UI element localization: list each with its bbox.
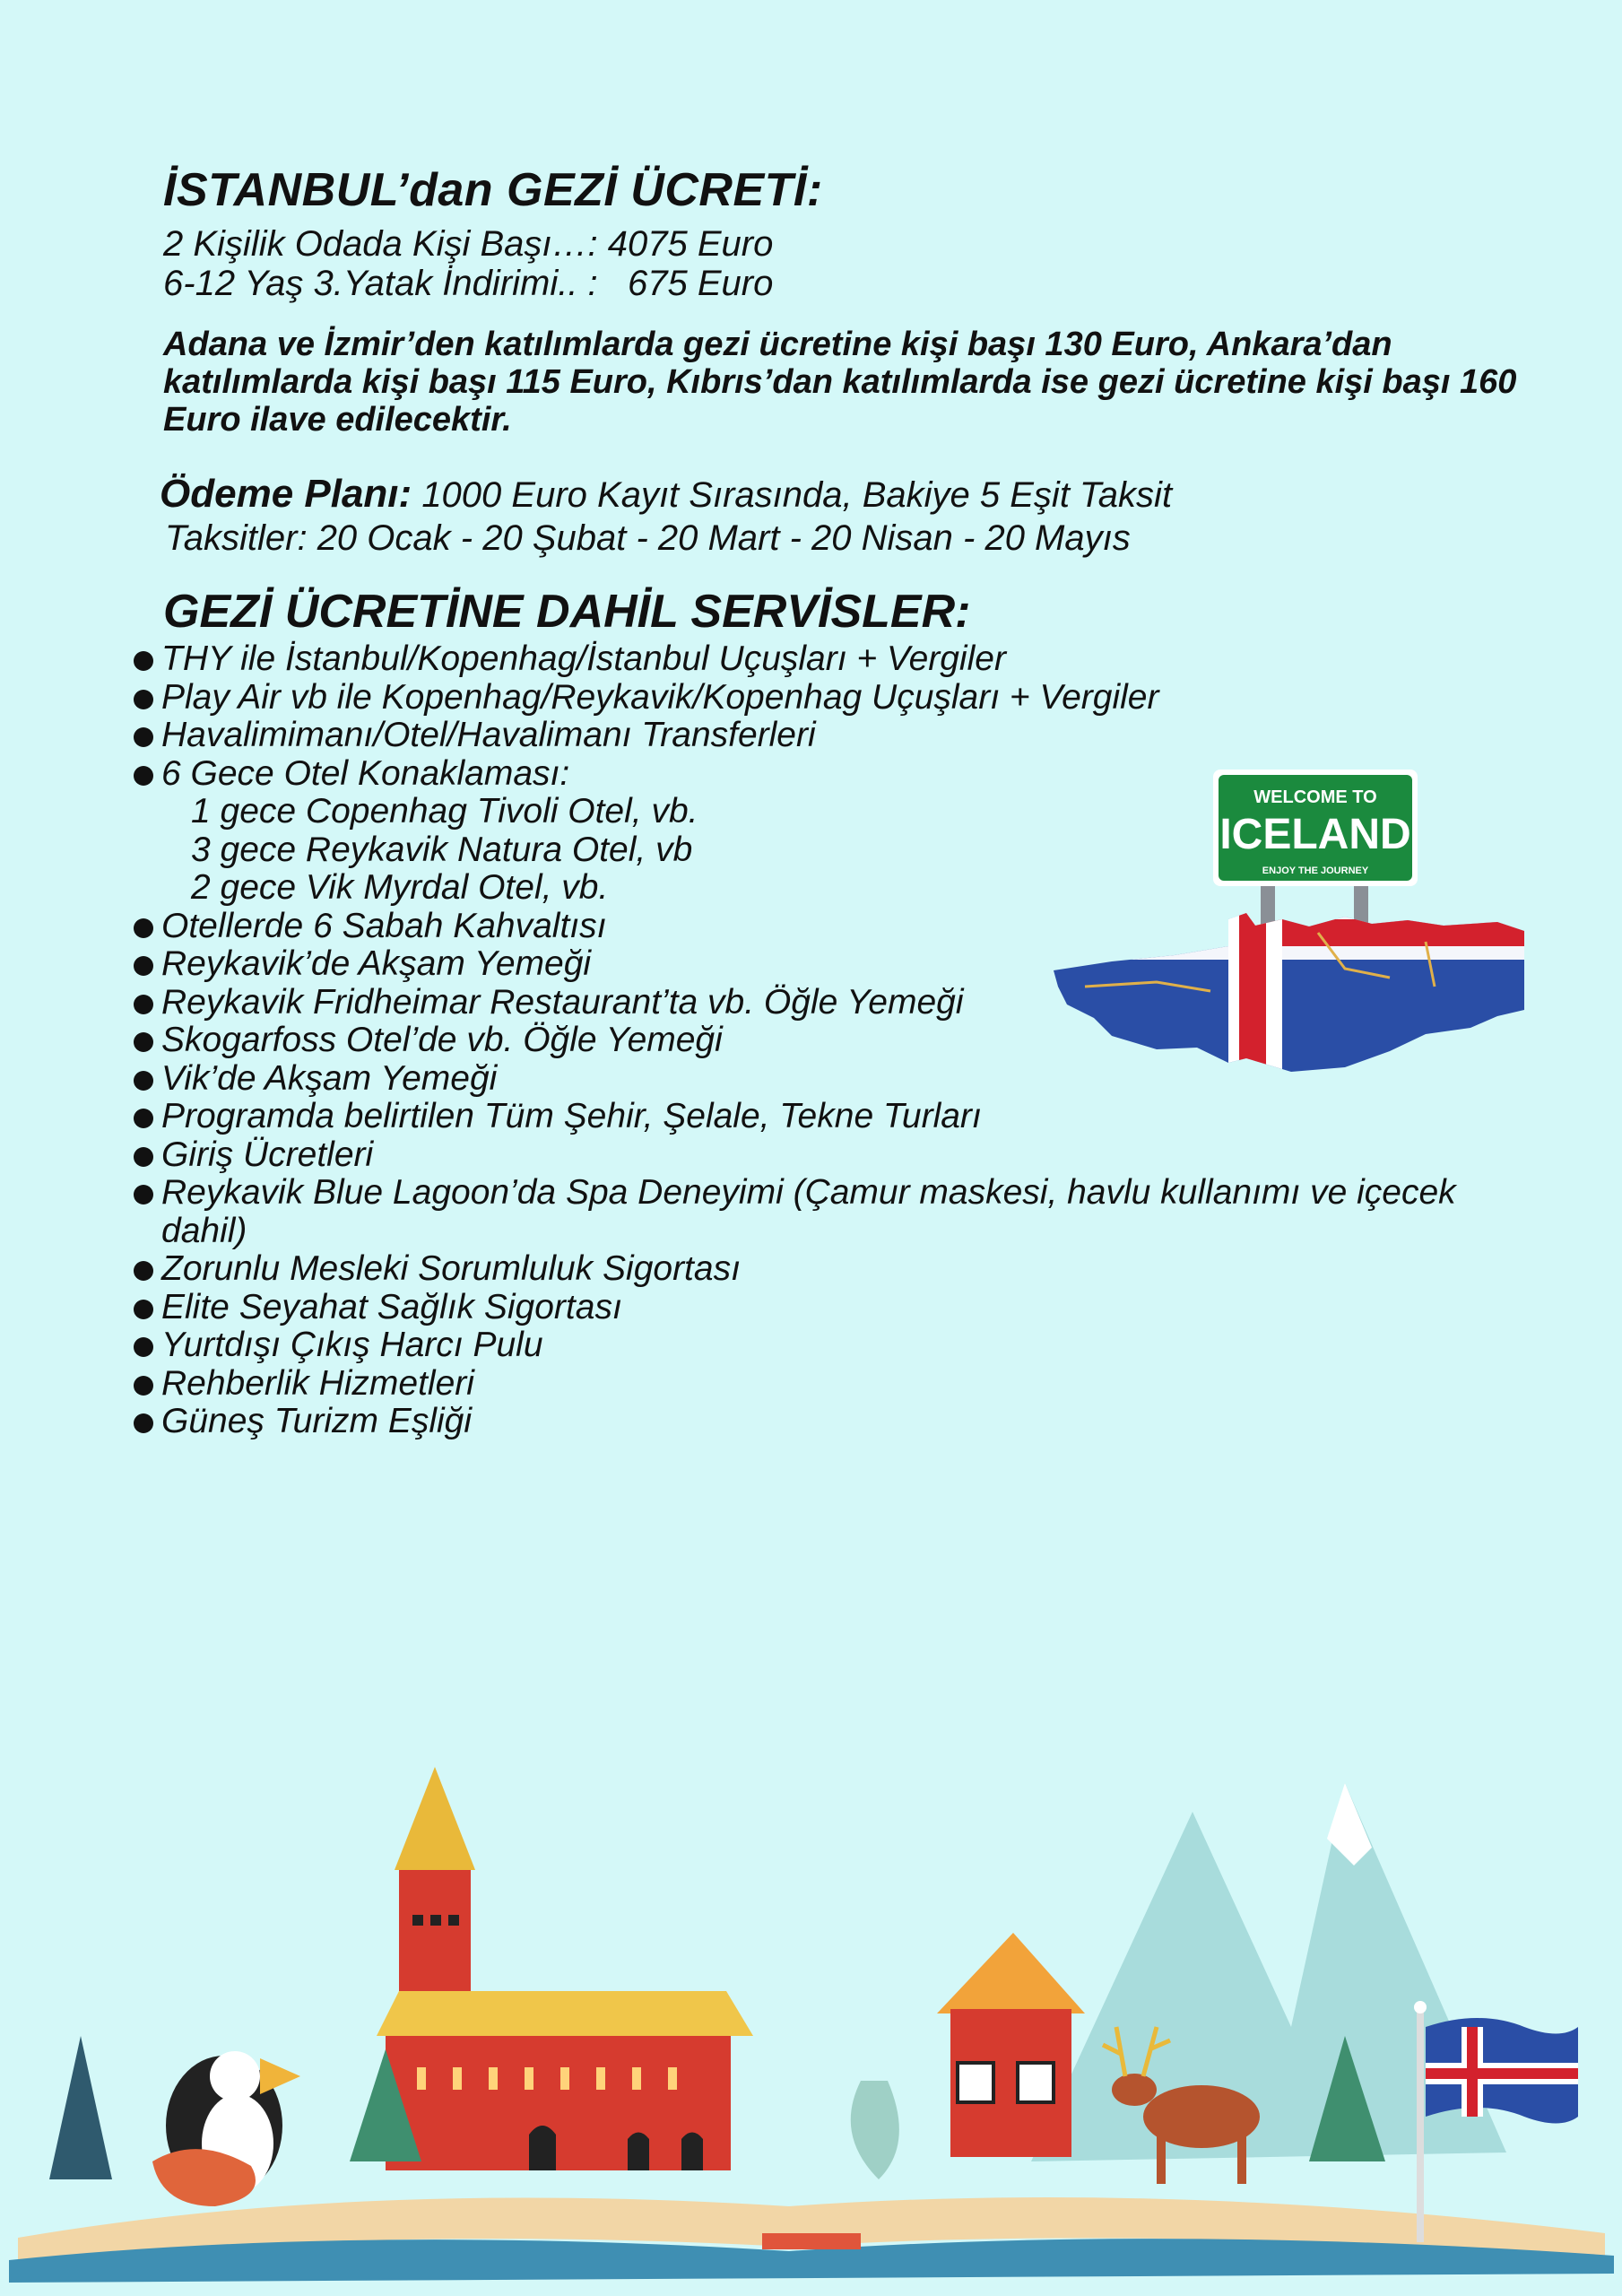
price-line-double-room: 2 Kişilik Odada Kişi Başı…: 4075 Euro bbox=[163, 224, 774, 264]
list-item: Reykavik Fridheimar Restaurant’ta vb. Öğle Yemeği bbox=[132, 984, 1506, 1022]
list-item: Otellerde 6 Sabah Kahvaltısı bbox=[132, 908, 1506, 946]
bullet-icon bbox=[134, 766, 153, 786]
list-item: Giriş Ücretleri bbox=[132, 1136, 1506, 1175]
bullet-icon bbox=[134, 1413, 153, 1433]
bullet-icon bbox=[134, 651, 153, 671]
house-roof bbox=[937, 1933, 1085, 2013]
bullet-icon bbox=[134, 1376, 153, 1396]
hotel-night-line: 3 gece Reykavik Natura Otel, vb bbox=[191, 830, 693, 869]
flagpole bbox=[1417, 2009, 1424, 2242]
church-tower bbox=[399, 1870, 471, 1996]
iceland-scenery-illustration bbox=[0, 1758, 1622, 2296]
tree-icon bbox=[49, 2036, 112, 2179]
list-item: Rehberlik Hizmetleri bbox=[132, 1365, 1506, 1404]
bullet-icon bbox=[134, 1032, 153, 1052]
iceland-sign-illustration bbox=[1049, 762, 1533, 1085]
bullet-icon bbox=[134, 727, 153, 747]
bullet-icon bbox=[134, 1071, 153, 1091]
bullet-icon bbox=[134, 918, 153, 938]
list-item: Havalimimanı/Otel/Havalimanı Transferleri bbox=[132, 717, 1506, 755]
hotel-night-line: 1 gece Copenhag Tivoli Otel, vb. bbox=[191, 792, 698, 831]
list-item: Skogarfoss Otel’de vb. Öğle Yemeği bbox=[132, 1022, 1506, 1060]
sign-welcome-text: WELCOME TO bbox=[1253, 787, 1377, 807]
bullet-icon bbox=[134, 956, 153, 976]
bullet-icon bbox=[134, 1109, 153, 1128]
payment-plan bbox=[160, 472, 1172, 517]
church-roof bbox=[377, 1991, 753, 2036]
price-line-child-discount: 6-12 Yaş 3.Yatak İndirimi.. : 675 Euro bbox=[163, 264, 774, 303]
sign-iceland-text: ICELAND bbox=[1219, 811, 1411, 858]
list-item: THY ile İstanbul/Kopenhag/İstanbul Uçuşları + Vergiler bbox=[132, 640, 1506, 679]
bullet-icon bbox=[134, 995, 153, 1014]
bush-icon bbox=[851, 2081, 899, 2179]
list-item: 6 Gece Otel Konaklaması: bbox=[132, 755, 1506, 794]
list-item: Elite Seyahat Sağlık Sigortası bbox=[132, 1289, 1506, 1327]
list-item: Programda belirtilen Tüm Şehir, Şelale, Tekne Turları bbox=[132, 1098, 1506, 1136]
bullet-icon bbox=[134, 1185, 153, 1205]
price-title: İSTANBUL’dan GEZİ ÜCRETİ: bbox=[163, 164, 823, 216]
church-steeple-roof bbox=[395, 1767, 475, 1870]
list-item: Vik’de Akşam Yemeği bbox=[132, 1060, 1506, 1099]
iceland-map-flag bbox=[1049, 906, 1533, 1085]
bullet-icon bbox=[134, 1147, 153, 1167]
list-item: Yurtdışı Çıkış Harcı Pulu bbox=[132, 1326, 1506, 1365]
sign-journey-text: ENJOY THE JOURNEY bbox=[1262, 865, 1369, 876]
additional-fee-note: Adana ve İzmir’den katılımlarda gezi ücretine kişi başı 130 Euro, Ankara’dan katılımlarda kişi başı 115 Euro, Kıbrıs’dan katılımlarda ise gezi ücretine kişi başı 160 Euro ilave edilecektir. bbox=[163, 326, 1517, 439]
list-item: Güneş Turizm Eşliği bbox=[132, 1403, 1506, 1441]
payment-plan-text: 1000 Euro Kayıt Sırasında, Bakiye 5 Eşit Taksit bbox=[421, 475, 1173, 515]
bullet-icon bbox=[134, 1261, 153, 1281]
church-building bbox=[386, 2036, 731, 2170]
hotel-night-line: 2 gece Vik Myrdal Otel, vb. bbox=[191, 868, 609, 907]
iceland-flag-icon bbox=[1426, 2018, 1578, 2124]
payment-plan-label: Ödeme Planı: bbox=[160, 472, 412, 516]
services-title: GEZİ ÜCRETİNE DAHİL SERVİSLER: bbox=[163, 586, 971, 638]
bullet-icon bbox=[134, 690, 153, 709]
list-item: Reykavik’de Akşam Yemeği bbox=[132, 945, 1506, 984]
bullet-icon bbox=[134, 1300, 153, 1319]
list-item: Play Air vb ile Kopenhag/Reykavik/Kopenhag Uçuşları + Vergiler bbox=[132, 679, 1506, 718]
list-item: Zorunlu Mesleki Sorumluluk Sigortası bbox=[132, 1250, 1506, 1289]
installment-dates: Taksitler: 20 Ocak - 20 Şubat - 20 Mart - 20 Nisan - 20 Mayıs bbox=[165, 518, 1131, 558]
bullet-icon bbox=[134, 1337, 153, 1357]
list-item: Reykavik Blue Lagoon’da Spa Deneyimi (Çamur maskesi, havlu kullanımı ve içecek dahil) bbox=[132, 1174, 1506, 1250]
